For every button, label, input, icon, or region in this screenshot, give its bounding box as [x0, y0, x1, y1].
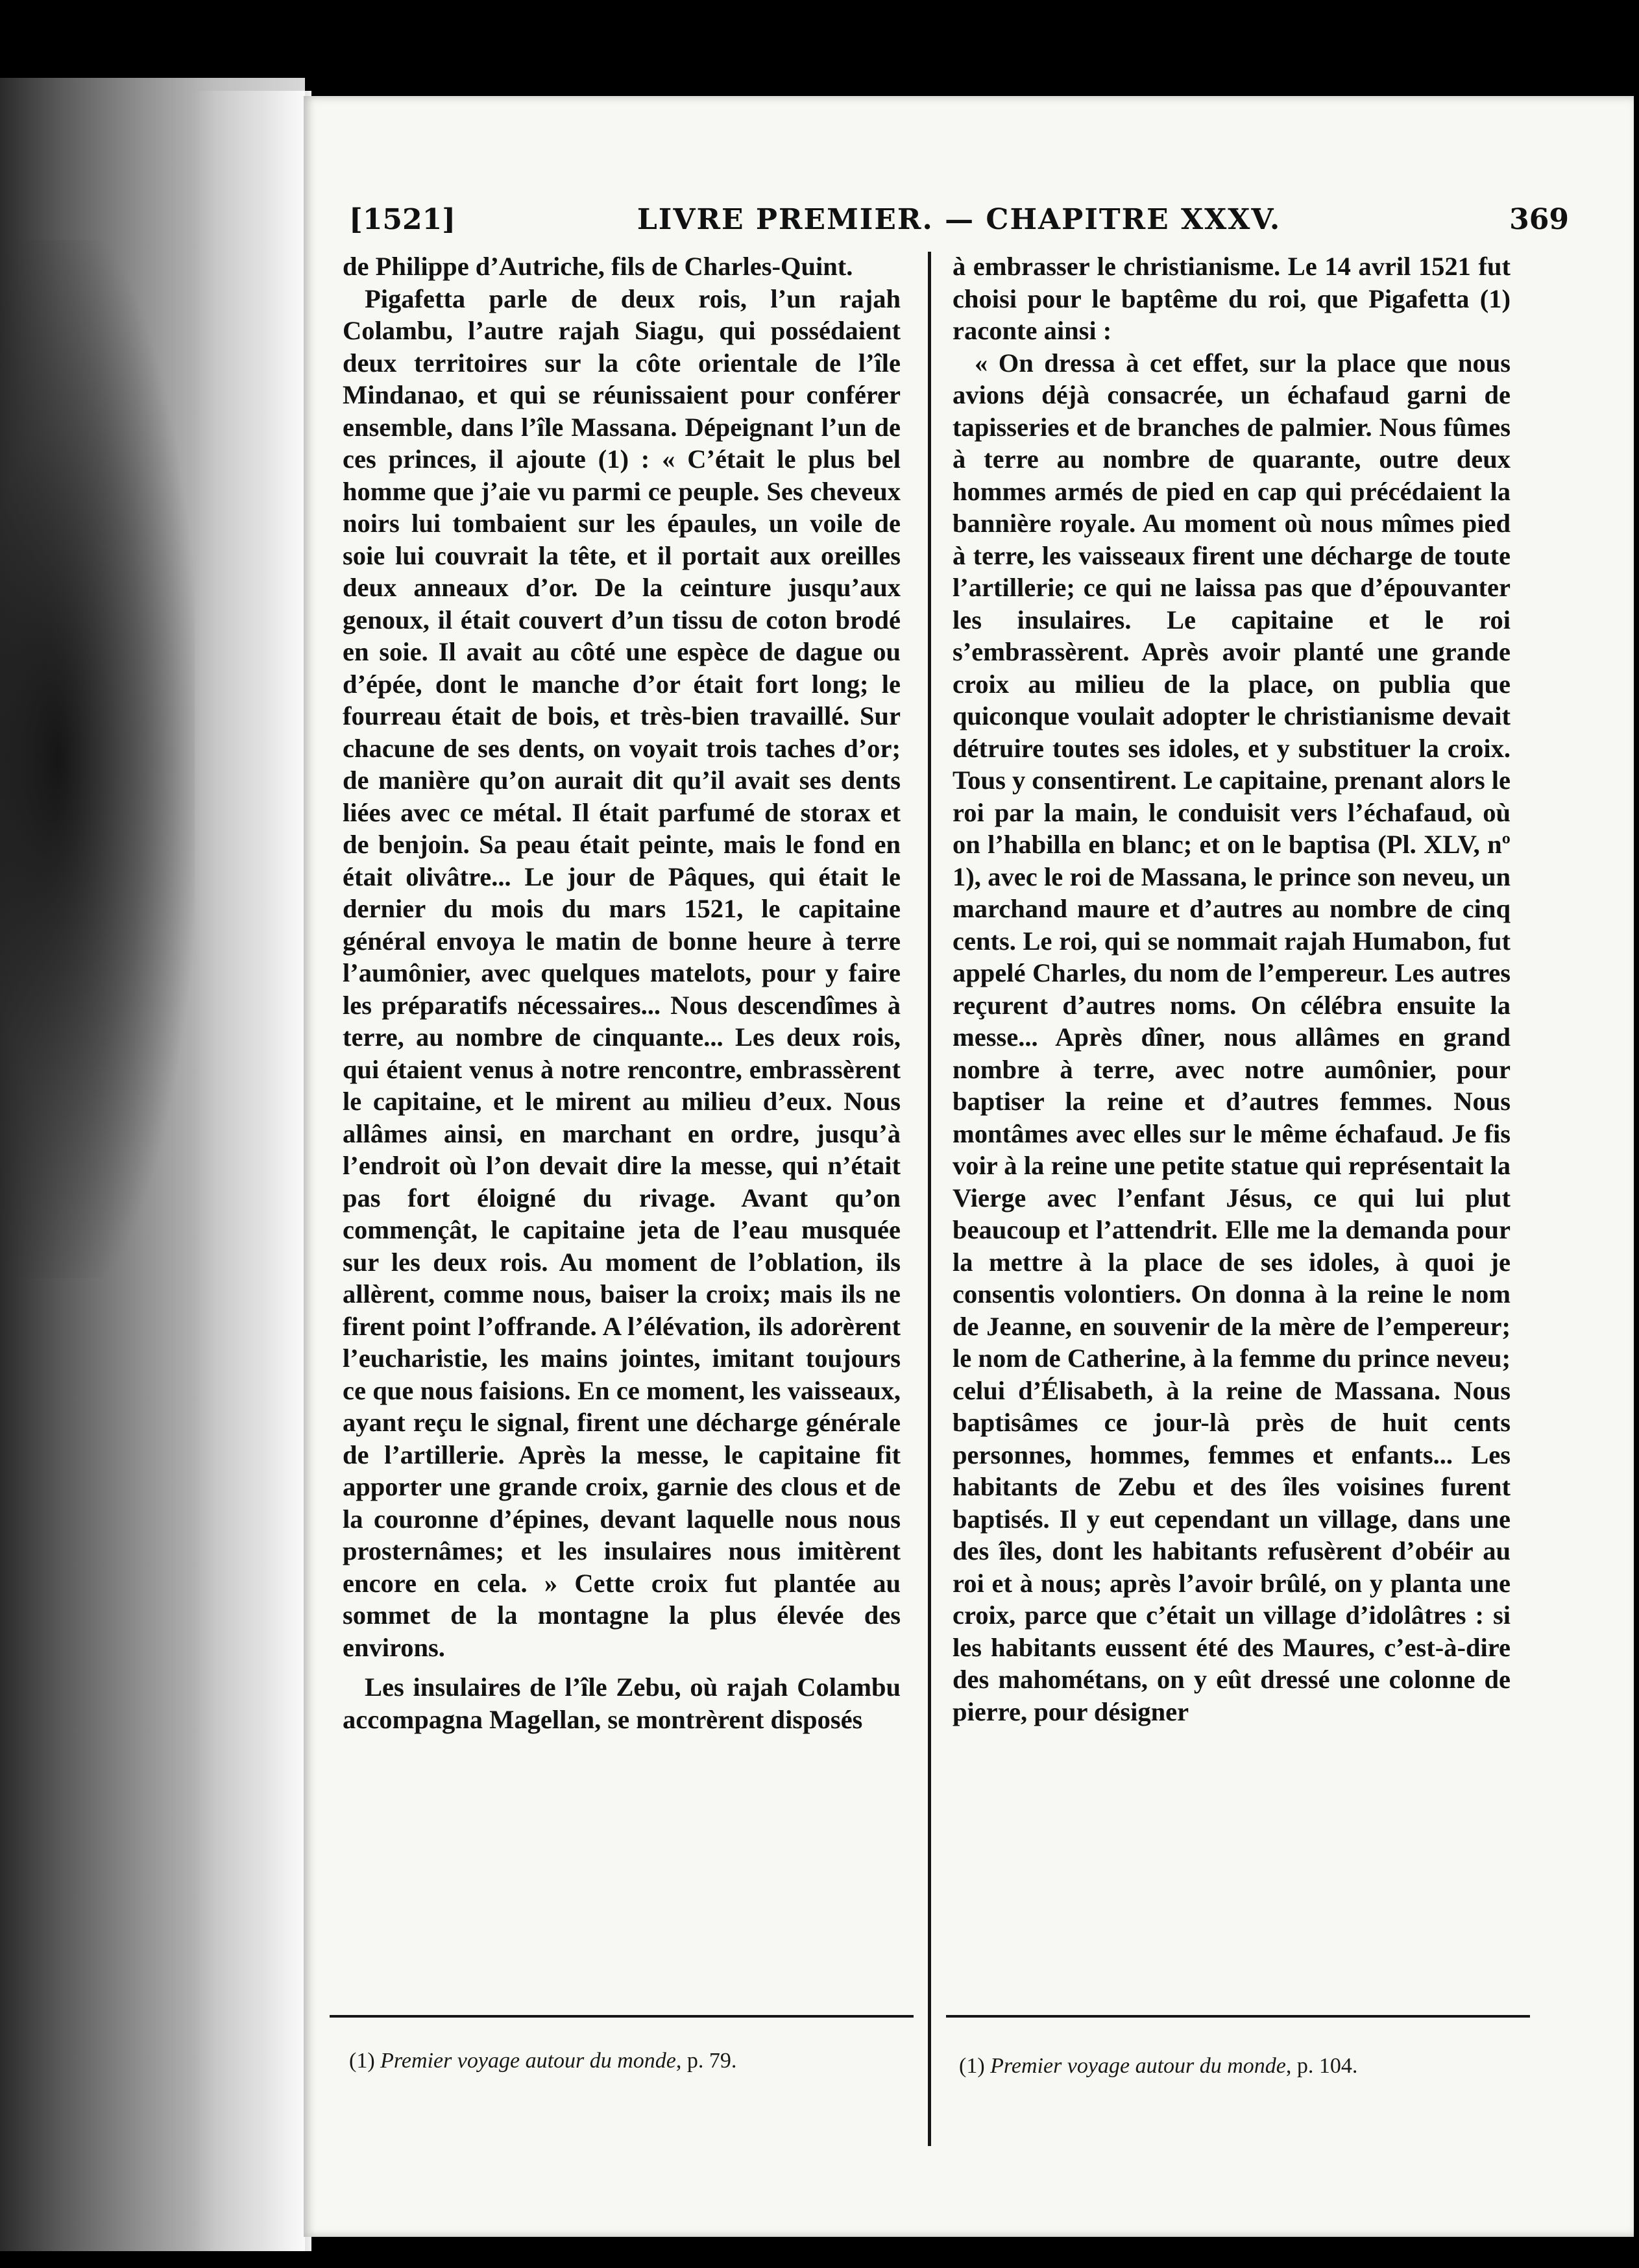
footnote-number: (1)	[349, 2049, 375, 2073]
text-column-left	[343, 250, 901, 1735]
footnote-right	[959, 2054, 1357, 2079]
paragraph: « On dressa à cet effet, sur la place que nous avions déjà consacrée, un échafaud garni de tapisseries et de branches de palmier. Nous fûmes à terre au nombre de quarante, outre deux hommes armés de pied en cap qui précédaient la bannière royale. Au moment où nous mîmes pied à terre, les vaisseaux firent une décharge de toute l’artillerie; ce qui ne laissa pas que d’épouvanter les insulaires. Le capitaine et le roi s’embrassèrent. Après avoir planté une grande croix au milieu de la place, on publia que quiconque voulait adopter le christianisme devait détruire toutes ses idoles, et y substituer la croix. Tous y consentirent. Le capitaine, prenant alors le roi par la main, le conduisit vers l’échafaud, où on l’habilla en blanc; et on le baptisa (Pl. XLV, nº 1), avec le roi de Massana, le prince son neveu, un marchand maure et d’autres au nombre de cinq cents. Le roi, qui se nommait rajah Humabon, fut appelé Charles, du nom de l’empereur. Les autres reçurent d’autres noms. On célébra ensuite la messe... Après dîner, nous allâmes en grand nombre à terre, avec notre aumônier, pour baptiser la reine et d’autres femmes. Nous montâmes avec elles sur le même échafaud. Je fis voir à la reine une petite statue qui représentait la Vierge avec l’enfant Jésus, ce qui lui plut beaucoup et l’attendrit. Elle me la demanda pour la mettre à la place de ses idoles, à quoi je consentis volontiers. On donna à la reine le nom de Jeanne, en souvenir de la mère de l’empereur; le nom de Catherine, à la femme du prince neveu; celui d’Élisabeth, à la reine de Massana. Nous baptisâmes ce jour-là près de huit cents personnes, hommes, femmes et enfants... Les habitants de Zebu et des îles voisines furent baptisés. Il y eut cependant un village, dans une des îles, dont les habitants refusèrent d’obéir au roi et à nous; après l’avoir brûlé, on y planta une croix, parce que c’était un village d’idolâtres : si les habitants eussent été des Maures, c’est-à-dire des mahométans, on y eût dressé une colonne de pierre, pour désigner	[953, 348, 1511, 1726]
paragraph: Les insulaires de l’île Zebu, où rajah Colambu accompagna Magellan, se montrèrent disposés	[343, 1672, 901, 1734]
column-divider	[928, 252, 931, 2146]
page-number: 369	[1509, 203, 1569, 236]
footnote-page: , p. 79.	[675, 2049, 737, 2073]
book-page	[304, 96, 1634, 2237]
paragraph: à embrasser le christianisme. Le 14 avril 1521 fut choisi pour le baptême du roi, que Pigafetta (1) raconte ainsi :	[953, 252, 1511, 345]
footnote-page: , p. 104.	[1285, 2054, 1358, 2078]
header-chapter-title: LIVRE PREMIER. — CHAPITRE XXXV.	[637, 203, 1281, 236]
text-column-right	[953, 250, 1511, 1728]
running-head	[349, 203, 1569, 255]
paragraph: de Philippe d’Autriche, fils de Charles-Quint.	[343, 252, 853, 281]
footnote-left	[349, 2049, 736, 2073]
paragraph: Pigafetta parle de deux rois, l’un rajah Colambu, l’autre rajah Siagu, qui possédaient deux territoires sur la côte orientale de l’île Mindanao, et qui se réunissaient pour conférer ensemble, dans l’île Massana. Dépeignant l’un de ces princes, il ajoute (1) : « C’était le plus bel homme que j’aie vu parmi ce peuple. Ses cheveux noirs lui tombaient sur les épaules, un voile de soie lui couvrait la tête, et il portait aux oreilles deux anneaux d’or. De la ceinture jusqu’aux genoux, il était couvert d’un tissu de coton brodé en soie. Il avait au côté une espèce de dague ou d’épée, dont le manche d’or était fort long; le fourreau était de bois, et très-bien travaillé. Sur chacune de ses dents, on voyait trois taches d’or; de manière qu’on aurait dit qu’il avait ses dents liées avec ce métal. Il était parfumé de storax et de benjoin. Sa peau était peinte, mais le fond en était olivâtre... Le jour de Pâques, qui était le dernier du mois du mars 1521, le capitaine général envoya le matin de bonne heure à terre l’aumônier, avec quelques matelots, pour y faire les préparatifs nécessaires... Nous descendîmes à terre, au nombre de cinquante... Les deux rois, qui étaient venus à notre rencontre, embrassèrent le capitaine, et le mirent au milieu d’eux. Nous allâmes ainsi, en marchant en ordre, jusqu’à l’endroit où l’on devait dire la messe, qui n’était pas fort éloigné du rivage. Avant qu’on commençât, le capitaine jeta de l’eau musquée sur les deux rois. Au moment de l’oblation, ils allèrent, comme nous, baiser la croix; mais ils ne firent point l’offrande. A l’élévation, ils adorèrent l’eucharistie, les mains jointes, imitant toujours ce que nous faisions. En ce moment, les vaisseaux, ayant reçu le signal, firent une décharge générale de l’artillerie. Après la messe, le capitaine fit apporter une grande croix, garnie des clous et de la couronne d’épines, devant laquelle nous nous prosternâmes; et les insulaires nous imitèrent encore en cela. » Cette croix fut plantée au sommet de la montagne la plus élevée des environs.	[343, 284, 901, 1662]
book-binding	[195, 91, 311, 2251]
facing-page-shadow	[0, 240, 195, 1278]
footnote-rule-right	[946, 2015, 1530, 2018]
footnote-number: (1)	[959, 2054, 985, 2078]
footnote-title: Premier voyage autour du monde	[990, 2054, 1286, 2078]
footnote-title: Premier voyage autour du monde	[380, 2049, 676, 2073]
footnote-rule-left	[330, 2015, 914, 2018]
header-year: [1521]	[349, 203, 456, 236]
